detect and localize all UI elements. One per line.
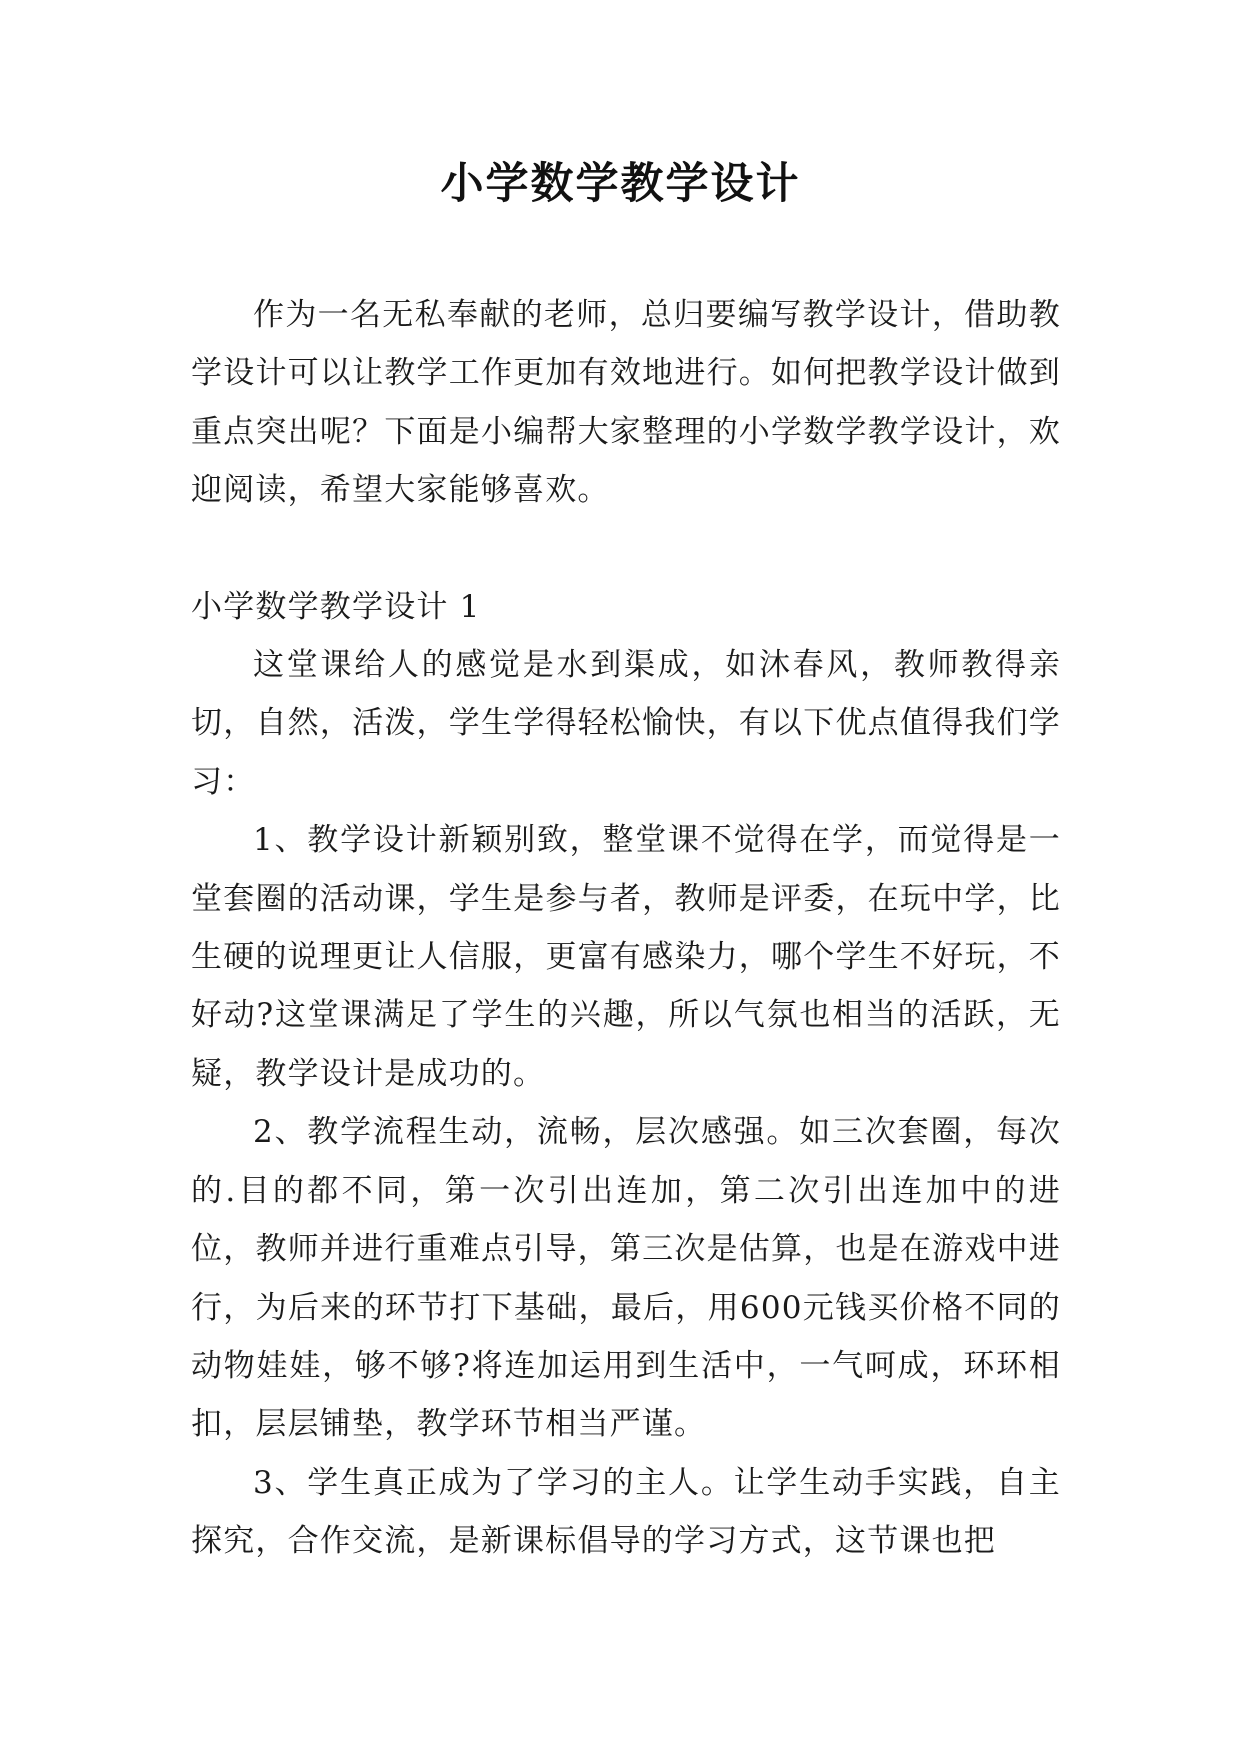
body-paragraph: 这堂课给人的感觉是水到渠成，如沐春风，教师教得亲切，自然，活泼，学生学得轻松愉快，有以下优点值得我们学习： xyxy=(191,647,1061,800)
document-body xyxy=(191,286,1061,1571)
body-paragraph: 3、学生真正成为了学习的主人。让学生动手实践，自主探究，合作交流，是新课标倡导的学习方式，这节课也把 xyxy=(191,1464,1061,1560)
body-paragraph: 1、教学设计新颖别致，整堂课不觉得在学，而觉得是一堂套圈的活动课，学生是参与者，教师是评委，在玩中学，比生硬的说理更让人信服，更富有感染力，哪个学生不好玩，不好动?这堂课满足了学生的兴趣，所以气氛也相当的活跃，无疑，教学设计是成功的。 xyxy=(191,822,1061,1092)
section-heading: 小学数学教学设计 1 xyxy=(191,588,481,625)
body-paragraph: 2、教学流程生动，流畅，层次感强。如三次套圈，每次的.目的都不同，第一次引出连加，第二次引出连加中的进位，教师并进行重难点引导，第三次是估算，也是在游戏中进行，为后来的环节打下基础，最后，用600元钱买价格不同的动物娃娃，够不够?将连加运用到生活中，一气呵成，环环相扣，层层铺垫，教学环节相当严谨。 xyxy=(191,1114,1061,1443)
document-title: 小学数学教学设计 xyxy=(440,159,801,209)
intro-paragraph: 作为一名无私奉献的老师，总归要编写教学设计，借助教学设计可以让教学工作更加有效地进行。如何把教学设计做到重点突出呢？下面是小编帮大家整理的小学数学教学设计，欢迎阅读，希望大家能够喜欢。 xyxy=(191,297,1061,509)
